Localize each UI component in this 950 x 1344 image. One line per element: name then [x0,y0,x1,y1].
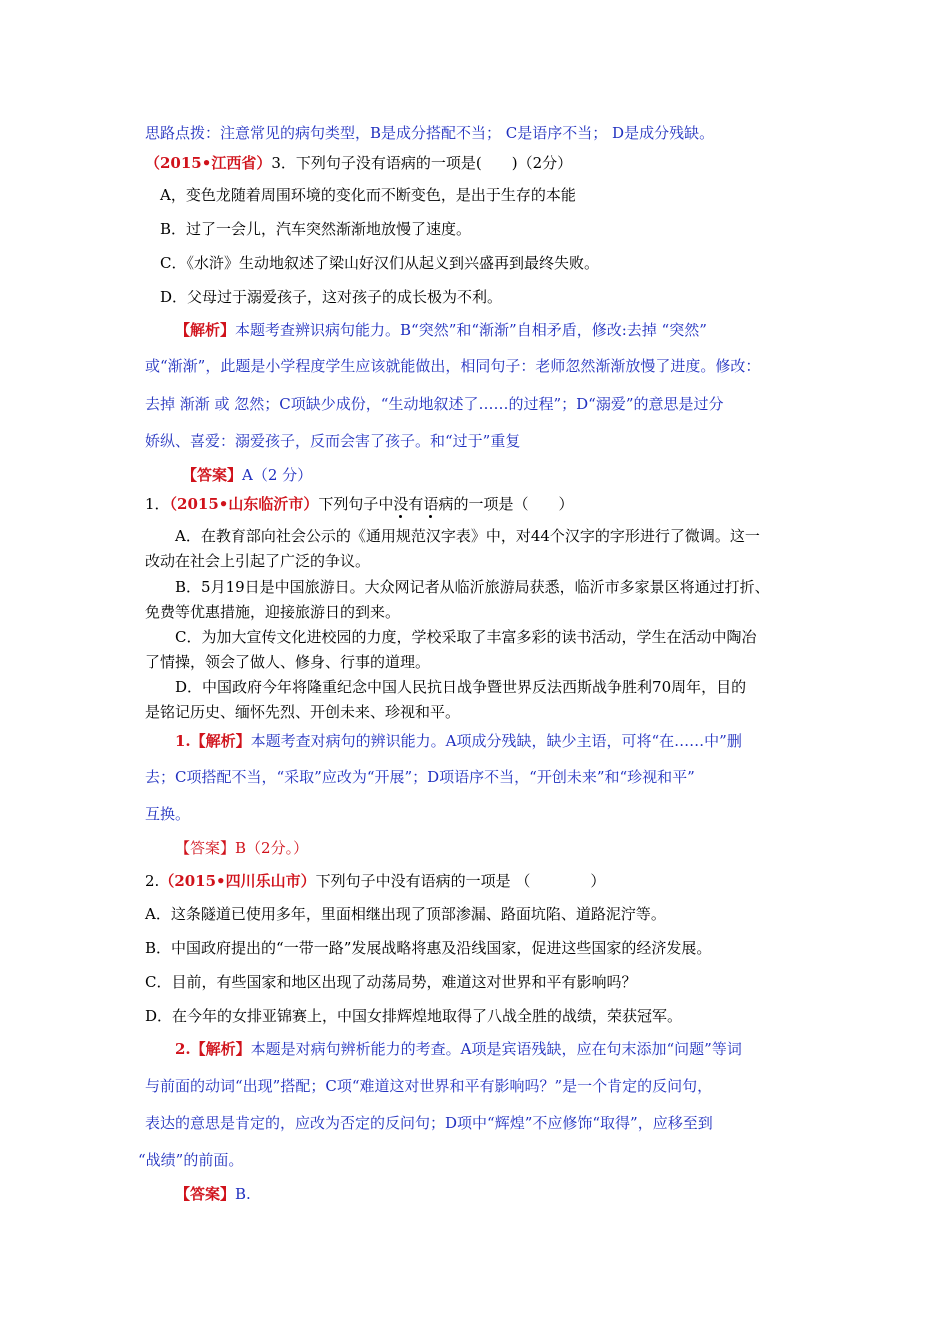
question-1-stem: 1．（2015•山东临沂市）下列句子中没有语病的一项是（ ） [145,495,574,513]
question-3-option-b: B．过了一会儿，汽车突然渐渐地放慢了速度。 [160,220,472,238]
question-1-answer [175,838,308,858]
question-1-analysis-label: 1.【解析】 [175,732,251,750]
question-1-answer-label: 【答案】 [175,839,236,857]
question-1-number: 1． [145,495,170,513]
question-1-option-d-line-2: 是铭记历史、缅怀先烈、开创未来、珍视和平。 [145,703,461,721]
question-1-option-d-line-1: D．中国政府今年将隆重纪念中国人民抗日战争暨世界反法西斯战争胜利70周年，目的 [175,678,747,696]
question-3-answer [182,465,312,485]
question-1-analysis-line-3: 互换。 [145,805,191,823]
question-3-answer-value: A（2 分） [242,466,313,484]
question-2-option-c: C．目前，有些国家和地区出现了动荡局势，难道这对世界和平有影响吗？ [145,973,637,991]
question-2-answer [175,1184,251,1204]
question-1-option-c-line-2: 了情操，领会了做人、修身、行事的道理。 [145,653,431,671]
question-1-option-c-line-1: C．为加大宣传文化进校园的力度，学校采取了丰富多彩的读书活动，学生在活动中陶冶 [175,628,757,646]
hint-text: 思路点拨：注意常见的病句类型，B是成分搭配不当； C是语序不当； D是成分残缺。 [145,124,715,142]
question-1-option-a-line-2: 改动在社会上引起了广泛的争议。 [145,552,371,570]
question-3-option-c: C．《水浒》生动地叙述了梁山好汉们从起义到兴盛再到最终失败。 [160,254,599,272]
question-3-analysis-line-2: 或“渐渐”，此题是小学程度学生应该就能做出，相同句子：老师忽然渐渐放慢了进度。修改： [145,357,761,375]
question-3-analysis-line-3: 去掉 渐渐 或 忽然；C项缺少成份，“生动地叙述了……的过程”；D“溺爱”的意思是过分 [145,395,724,413]
question-2-stem-text: 下列句子中没有语病的一项是 （ ） [315,872,606,890]
question-2-stem [145,871,605,891]
emphasis-dot-mei: 没 [393,495,409,513]
question-3-stem-text: 3．下列句子没有语病的一项是( )（2分） [271,154,573,172]
question-2-option-d: D．在今年的女排亚锦赛上，中国女排辉煌地取得了八战全胜的战绩，荣获冠军。 [145,1007,683,1025]
question-2-option-a: A．这条隧道已使用多年，里面相继出现了顶部渗漏、路面坑陷、道路泥泞等。 [145,905,666,923]
question-2-source: （2015•四川乐山市） [159,872,316,890]
question-1-analysis-line-2: 去；C项搭配不当，“采取”应改为“开展”；D项语序不当，“开创未来”和“珍视和平” [145,768,695,786]
question-3-answer-label: 【答案】 [182,466,243,484]
question-2-option-b: B．中国政府提出的“一带一路”发展战略将惠及沿线国家，促进这些国家的经济发展。 [145,939,712,957]
question-3-analysis-line-4: 娇纵、喜爱：溺爱孩子，反而会害了孩子。和“过于”重复 [145,432,521,450]
question-1-option-a-line-1: A．在教育部向社会公示的《通用规范汉字表》中，对44个汉字的字形进行了微调。这一 [175,527,760,545]
question-1-source: （2015•山东临沂市） [169,495,319,513]
emphasis-dot-yu: 语 [423,495,439,513]
question-1-option-b-line-2: 免费等优惠措施，迎接旅游日的到来。 [145,603,401,621]
question-3-analysis-line-1: 【解析】本题考查辨识病句能力。B“突然”和“渐渐”自相矛盾，修改:去掉 “突然” [175,321,707,339]
question-2-analysis-line-3: 表达的意思是肯定的，应改为否定的反问句；D项中“辉煌”不应修饰“取得”，应移至到 [145,1114,713,1132]
question-2-analysis-line-2: 与前面的动词“出现”搭配；C项“难道这对世界和平有影响吗？”是一个肯定的反问句， [145,1077,713,1095]
question-3-option-a: A，变色龙随着周围环境的变化而不断变色，是出于生存的本能 [160,186,576,204]
question-2-analysis-line-4: “战绩”的前面。 [138,1151,244,1169]
question-3-source: （2015•江西省） [145,154,272,172]
question-3-option-d: D．父母过于溺爱孩子，这对孩子的成长极为不利。 [160,288,503,306]
question-2-analysis-label: 2.【解析】 [175,1040,251,1058]
question-2-number: 2. [145,872,160,890]
question-1-analysis-line-1: 1.【解析】本题考查对病句的辨识能力。A项成分残缺，缺少主语，可将“在……中”删 [175,732,742,750]
question-2-answer-value: B. [235,1185,251,1203]
question-2-answer-label: 【答案】 [175,1185,236,1203]
question-1-answer-value: B（2分。） [235,839,309,857]
question-2-analysis-line-1: 2.【解析】本题是对病句辨析能力的考查。A项是宾语残缺，应在句末添加“问题”等词 [175,1040,742,1058]
question-3-stem [145,153,572,173]
question-3-analysis-label: 【解析】 [175,321,236,339]
question-1-option-b-line-1: B．5月19日是中国旅游日。大众网记者从临沂旅游局获悉，临沂市多家景区将通过打折、 [175,578,770,596]
